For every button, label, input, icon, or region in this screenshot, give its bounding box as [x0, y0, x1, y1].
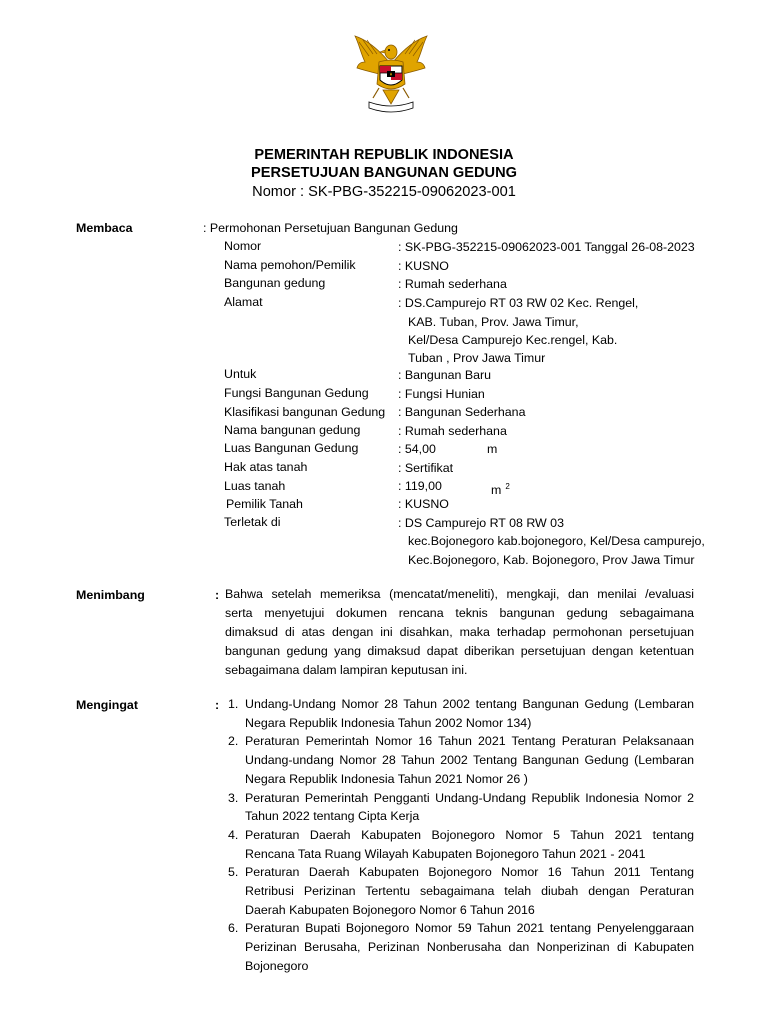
field-value: : Fungsi Hunian [398, 387, 485, 401]
paragraph-line: sebagaimana dalam lampiran keputusan ini. [225, 663, 468, 677]
list-item: 4. Peraturan Daerah Kabupaten Bojonegoro Nomor 5 Tahun 2021 tentang Rencana Tata Ruang Wilayah Kabupaten Bojonegoro Tahun 2021 - 2041 [228, 827, 694, 861]
paragraph-line: serta menyetujui dokumen rencana teknis bangunan gedung sebagaimana [225, 606, 694, 620]
mengingat-label: Mengingat [76, 698, 138, 712]
list-item: 6. Peraturan Bupati Bojonegoro Nomor 59 Tahun 2021 tentang Penyelenggaraan Perizinan Berusaha, Perizinan Nonberusaha dan Nonperizinan di Kabupaten Bojonegoro [228, 921, 694, 973]
field-value: : Rumah sederhana [398, 277, 507, 291]
field-key: Untuk [224, 367, 257, 381]
field-value: : KUSNO [398, 259, 449, 273]
paragraph-line: dimaksud di atas dengan ini disahkan, maka terhadap permohonan persetujuan [225, 625, 694, 639]
field-value: : 54,00 [398, 442, 436, 456]
document-header [0, 146, 768, 202]
field-value-cont: kec.Bojonegoro kab.bojonegoro, Kel/Desa campurejo, [408, 534, 705, 548]
membaca-intro: : Permohonan Persetujuan Bangunan Gedung [203, 221, 458, 235]
field-value: : DS.Campurejo RT 03 RW 02 Kec. Rengel, [398, 296, 639, 310]
field-key: Luas tanah [224, 479, 286, 493]
unit-tanah: m $^2$ [491, 482, 510, 498]
menimbang-paragraph [225, 585, 694, 680]
paragraph-line: bangunan gedung yang dimaksud dapat diberikan persetujuan dengan ketentuan [225, 644, 694, 658]
header-line-2: PERSETUJUAN BANGUNAN GEDUNG [251, 165, 517, 181]
list-item: 3. Peraturan Pemerintah Pengganti Undang-Undang Republik Indonesia Nomor 2 Tahun 2022 tentang Cipta Kerja [228, 790, 694, 824]
field-value: : Bangunan Sederhana [398, 405, 526, 419]
list-item: 1. Undang-Undang Nomor 28 Tahun 2002 tentang Bangunan Gedung (Lembaran Negara Republik Indonesia Tahun 2002 Nomor 134) [228, 697, 694, 730]
header-number: Nomor : SK-PBG-352215-09062023-001 [252, 184, 516, 200]
garuda-emblem-icon [349, 32, 433, 116]
paragraph-line: Bahwa setelah memeriksa (mencatat/meneliti), mengkaji, dan menilai /evaluasi [225, 587, 694, 601]
field-value: : 119,00 [398, 479, 442, 493]
unit-bangunan: m [487, 442, 498, 456]
field-value: : Bangunan Baru [398, 368, 492, 382]
field-key: Klasifikasi bangunan Gedung [224, 405, 386, 419]
field-value: : KUSNO [398, 497, 449, 511]
field-key: Terletak di [224, 515, 281, 529]
field-value-cont: KAB. Tuban, Prov. Jawa Timur, [408, 315, 579, 329]
field-value-cont: Tuban , Prov Jawa Timur [408, 351, 546, 365]
field-key: Nama pemohon/Pemilik [224, 258, 356, 272]
mengingat-colon: : [215, 698, 220, 712]
header-line-1: PEMERINTAH REPUBLIK INDONESIA [254, 147, 514, 163]
field-value-cont: Kec.Bojonegoro, Kab. Bojonegoro, Prov Jawa Timur [408, 553, 695, 567]
list-item: 2. Peraturan Pemerintah Nomor 16 Tahun 2021 Tentang Peraturan Pelaksanaan Undang-undang Nomor 28 Tahun 2002 Tentang Bangunan Gedung (Lembaran Negara Republik Indonesia Tahun 2021 Nomor 26 ) [228, 734, 694, 786]
field-key: Pemilik Tanah [226, 497, 303, 511]
menimbang-colon: : [215, 588, 220, 602]
field-value: : Sertifikat [398, 461, 454, 475]
membaca-label: Membaca [76, 221, 133, 235]
field-key: Hak atas tanah [224, 460, 308, 474]
mengingat-list [228, 695, 694, 976]
field-value: : SK-PBG-352215-09062023-001 Tanggal 26-08-2023 [398, 240, 695, 254]
field-key: Alamat [224, 295, 263, 309]
field-value: : DS Campurejo RT 08 RW 03 [398, 516, 564, 530]
field-key: Nomor [224, 239, 262, 253]
list-item: 5. Peraturan Daerah Kabupaten Bojonegoro Nomor 16 Tahun 2011 Tentang Retribusi Perizinan Tertentu sebagaimana telah diubah dengan Peraturan Daerah Kabupaten Bojonegoro Nomor 6 Tahun 2016 [228, 865, 694, 917]
field-key: Nama bangunan gedung [224, 423, 361, 437]
field-value-cont: Kel/Desa Campurejo Kec.rengel, Kab. [408, 333, 618, 347]
field-key: Luas Bangunan Gedung [224, 441, 359, 455]
menimbang-label: Menimbang [76, 588, 145, 602]
field-key: Bangunan gedung [224, 276, 326, 290]
field-key: Fungsi Bangunan Gedung [224, 386, 369, 400]
field-value: : Rumah sederhana [398, 424, 507, 438]
